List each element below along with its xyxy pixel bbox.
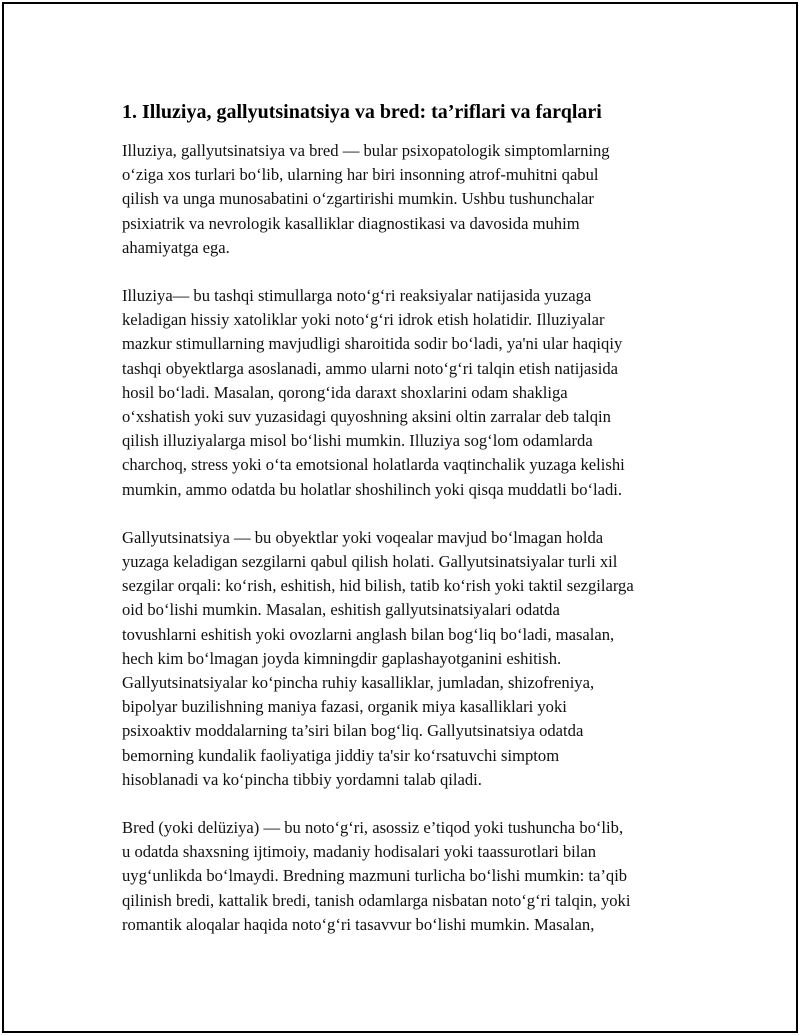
text-line: tovushlarni eshitish yoki ovozlarni anglash bilan bog‘liq bo‘ladi, masalan, [122,624,615,644]
text-line: mazkur stimullarning mavjudligi sharoitida sodir bo‘ladi, ya'ni ular haqiqiy [122,334,623,354]
paragraph-illusion [122,284,712,502]
text-line: charchoq, stress yoki o‘ta emotsional holatlarda vaqtinchalik yuzaga kelishi [122,455,625,475]
text-line: psixoaktiv moddalarning ta’siri bilan bog‘liq. Gallyutsinatsiya odatda [122,721,584,741]
text-line: hosil bo‘ladi. Masalan, qorong‘ida daraxt shoxlarini odam shakliga [122,382,568,402]
text-line: hech kim bo‘lmagan joyda kimningdir gaplashayotganini eshitish. [122,648,562,668]
text-line: Illuziya, gallyutsinatsiya va bred — bular psixopatologik simptomlarning [122,141,610,160]
text-line: Illuziya— bu tashqi stimullarga noto‘g‘ri reaksiyalar natijasida yuzaga [122,286,592,306]
paragraph-definitions-intro [122,139,712,260]
document-body [122,99,712,961]
text-line: tashqi obyektlarga asoslanadi, ammo ularni noto‘g‘ri talqin etish natijasida [122,358,619,378]
text-line: romantik aloqalar haqida noto‘g‘ri tasavvur bo‘lishi mumkin. Masalan, [122,914,595,934]
paragraph-hallucination [122,526,712,792]
text-line: o‘xshatish yoki suv yuzasidagi quyoshning aksini oltin zarralar deb talqin [122,407,611,427]
text-line: sezgilar orqali: ko‘rish, eshitish, hid bilish, tatib ko‘rish yoki taktil sezgilarga [122,576,634,596]
text-line: qilish va unga munosabatini o‘zgartirishi mumkin. Ushbu tushunchalar [122,189,594,209]
text-line: keladigan hissiy xatoliklar yoki noto‘g‘ri idrok etish holatidir. Illuziyalar [122,310,605,330]
text-line: qilish illuziyalarga misol bo‘lishi mumkin. Illuziya sog‘lom odamlarda [122,431,593,451]
text-line: uyg‘unlikda bo‘lmaydi. Bredning mazmuni turlicha bo‘lishi mumkin: ta’qib [122,866,628,886]
document-page [2,2,798,1033]
text-line: hisoblanadi va ko‘pincha tibbiy yordamni talab qiladi. [122,769,482,789]
text-line: bemorning kundalik faoliyatiga jiddiy ta'sir ko‘rsatuvchi simptom [122,745,560,765]
text-line: qilinish bredi, kattalik bredi, tanish odamlarga nisbatan noto‘g‘ri talqin, yoki [122,890,631,910]
text-line: mumkin, ammo odatda bu holatlar shoshilinch yoki qisqa muddatli bo‘ladi. [122,479,623,499]
section-heading: 1. Illuziya, gallyutsinatsiya va bred: ta’riflari va farqlari [122,101,602,123]
paragraph-delusion [122,816,712,937]
text-line: yuzaga keladigan sezgilarni qabul qilish holati. Gallyutsinatsiyalar turli xil [122,552,618,572]
text-line: bipolyar buzilishning maniya fazasi, organik miya kasalliklari yoki [122,697,567,717]
text-line: oid bo‘lishi mumkin. Masalan, eshitish gallyutsinatsiyalari odatda [122,600,560,620]
text-line: psixiatrik va nevrologik kasalliklar diagnostikasi va davosida muhim [122,213,580,233]
text-line: u odatda shaxsning ijtimoiy, madaniy hodisalari yoki taassurotlari bilan [122,842,597,862]
text-line: Gallyutsinatsiya — bu obyektlar yoki voqealar mavjud bo‘lmagan holda [122,527,604,547]
text-line: Gallyutsinatsiyalar ko‘pincha ruhiy kasalliklar, jumladan, shizofreniya, [122,673,595,693]
text-line: Bred (yoki delüziya) — bu noto‘g‘ri, asossiz e’tiqod yoki tushuncha bo‘lib, [122,818,624,838]
text-line: ahamiyatga ega. [122,237,230,257]
text-line: o‘ziga xos turlari bo‘lib, ularning har biri insonning atrof-muhitni qabul [122,165,599,185]
